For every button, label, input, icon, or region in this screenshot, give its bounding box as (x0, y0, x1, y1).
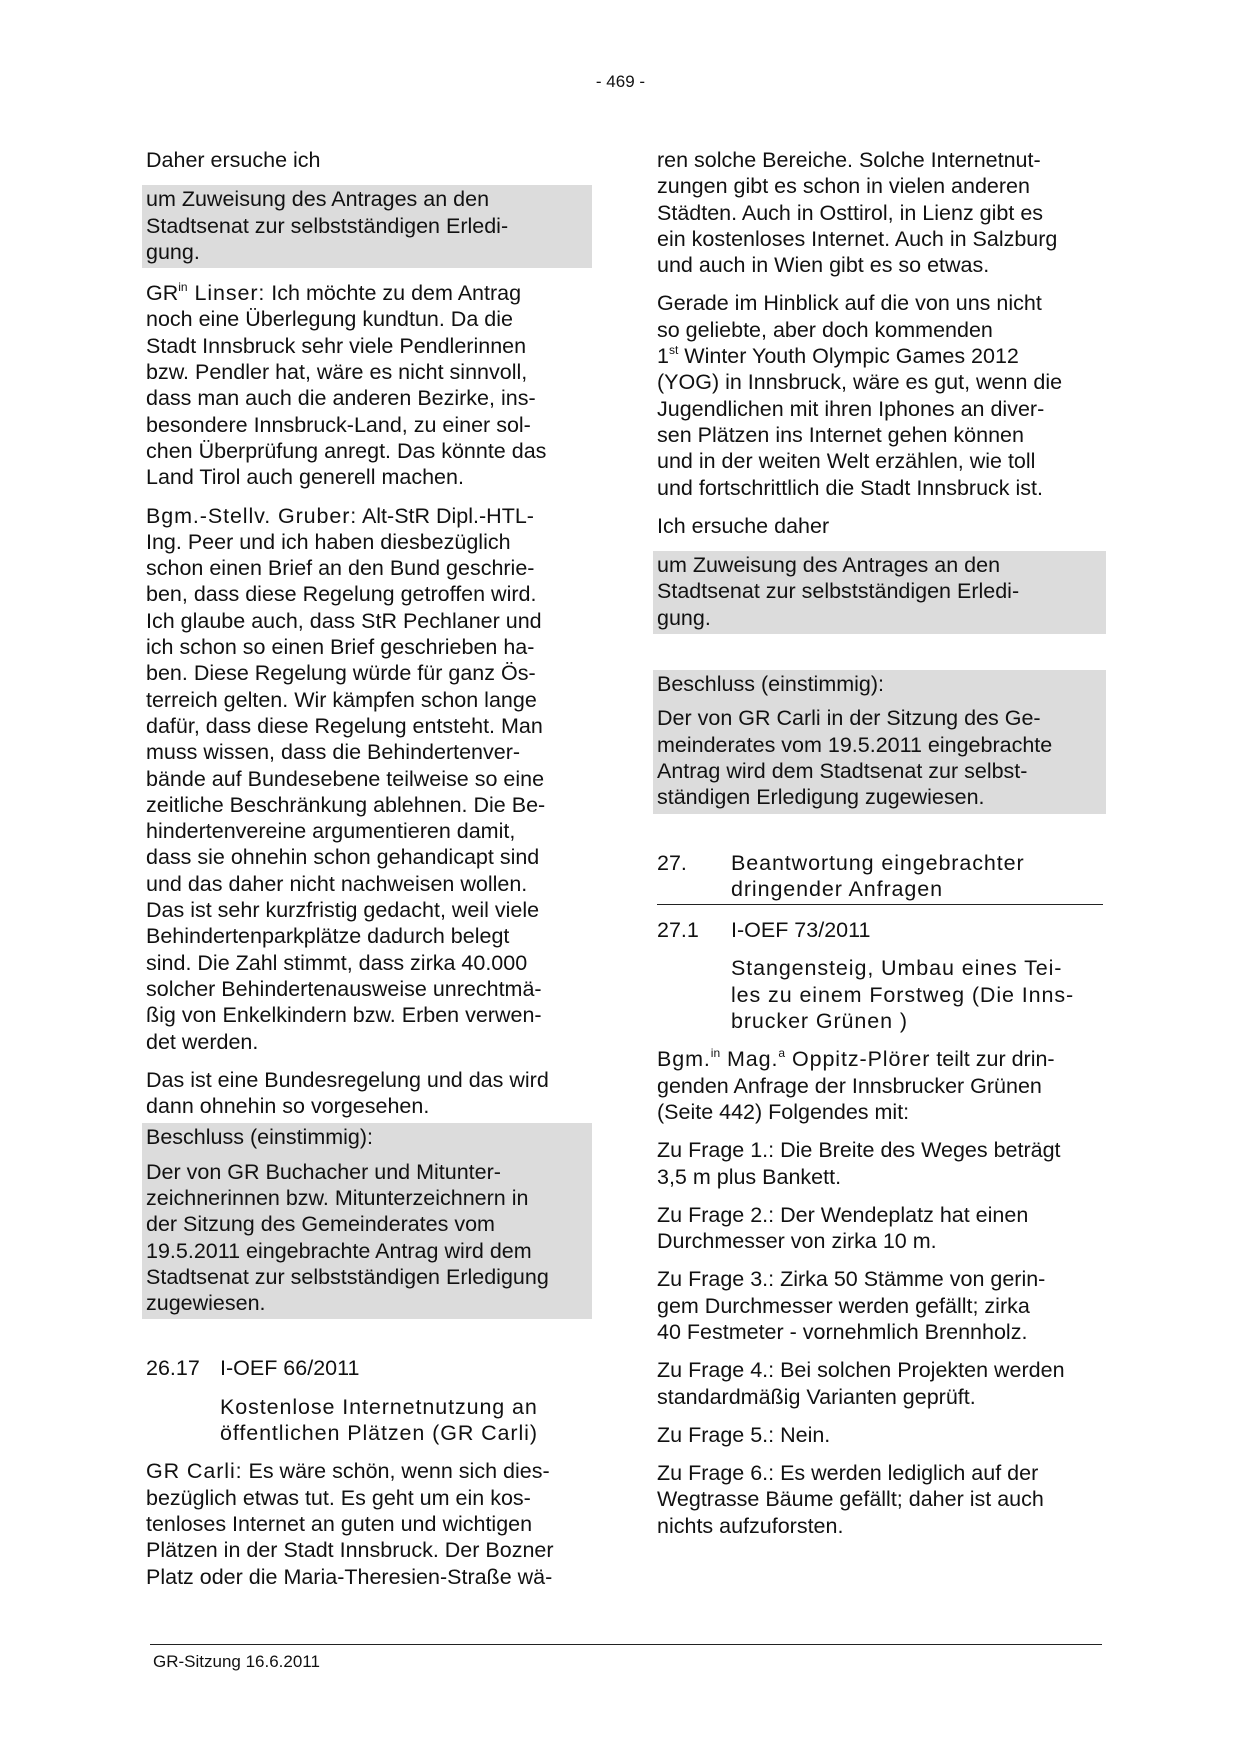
text-line: ständigen Erledigung zugewiesen. (657, 785, 985, 810)
text-line: det werden. (146, 1029, 259, 1054)
text-line: Zu Frage 6.: Es werden lediglich auf der (657, 1461, 1039, 1486)
text-line: bezüglich etwas tut. Es geht um ein kos- (146, 1485, 531, 1510)
text-line: muss wissen, dass die Behindertenver- (146, 740, 521, 765)
text-line: ben. Diese Regelung würde für ganz Ös- (146, 661, 536, 686)
text-line: sind. Die Zahl stimmt, dass zirka 40.000 (146, 950, 528, 975)
text-line: öffentlichen Plätzen (GR Carli) (220, 1421, 538, 1446)
text-line: Stadt Innsbruck sehr viele Pendlerinnen (146, 333, 527, 358)
ordinal-number: 1 (657, 344, 669, 369)
text-line: zugewiesen. (146, 1291, 266, 1316)
beschluss-box (653, 670, 1106, 813)
text-line: Winter Youth Olympic Games 2012 (678, 344, 1019, 369)
text-line: Ich glaube auch, dass StR Pechlaner und (146, 608, 542, 633)
text-line: Antrag wird dem Stadtsenat zur selbst- (657, 758, 1028, 783)
text-line: und das daher nicht nachweisen wollen. (146, 871, 528, 896)
page-number: - 469 - (595, 72, 646, 91)
beschluss-label: Beschluss (einstimmig): (146, 1125, 373, 1150)
beschluss-label: Beschluss (einstimmig): (657, 672, 884, 697)
section-heading-26-17 (146, 1355, 588, 1381)
text-line: bände auf Bundesebene teilweise so eine (146, 766, 545, 791)
text-line: so geliebte, aber doch kommenden (657, 317, 993, 342)
text-line: (YOG) in Innsbruck, wäre es gut, wenn die (657, 370, 1063, 395)
text-line: Gerade im Hinblick auf die von uns nicht (657, 291, 1042, 316)
paragraph-bundesregelung (146, 1067, 588, 1120)
text-line: solcher Behindertenausweise unrechtmä- (146, 976, 542, 1001)
text-line: und fortschrittlich die Stadt Innsbruck ist. (657, 475, 1043, 500)
text-line: ein kostenloses Internet. Auch in Salzburg (657, 226, 1058, 251)
speaker-title: Bgm. (657, 1047, 711, 1072)
speech-gruber (146, 503, 588, 1055)
text-line: Wegtrasse Bäume gefällt; daher ist auch (657, 1487, 1044, 1512)
section-heading-27 (657, 850, 1103, 906)
text-line: gung. (146, 239, 200, 264)
text-line: um Zuweisung des Antrages an den (146, 187, 490, 212)
text-line: Zu Frage 3.: Zirka 50 Stämme von gerin- (657, 1267, 1046, 1292)
text-line: Der von GR Carli in der Sitzung des Ge- (657, 706, 1041, 731)
left-column (146, 147, 588, 1602)
speech-oppitz (657, 1046, 1102, 1125)
text-line: dass man auch die anderen Bezirke, ins- (146, 386, 536, 411)
speaker-name: Oppitz-Plörer (785, 1047, 931, 1072)
text-line: Stangensteig, Umbau eines Tei- (731, 956, 1063, 981)
text-line: meinderates vom 19.5.2011 eingebrachte (657, 732, 1053, 757)
text-line: nichts aufzuforsten. (657, 1513, 844, 1538)
answer-3 (657, 1266, 1102, 1345)
speaker-name: Linser: (187, 281, 266, 306)
text-line: zeitliche Beschränkung ablehnen. Die Be- (146, 792, 546, 817)
answer-2 (657, 1202, 1102, 1255)
text-line: Das ist eine Bundesregelung und das wird (146, 1067, 549, 1092)
text-line: Der von GR Buchacher und Mitunter- (146, 1159, 501, 1184)
section-title (657, 955, 1102, 1034)
footer-rule (150, 1644, 1102, 1645)
answer-4 (657, 1357, 1102, 1410)
text-line: noch eine Überlegung kundtun. Da die (146, 307, 513, 332)
text-line: gung. (657, 605, 711, 630)
text-line: Ing. Peer und ich haben diesbezüglich (146, 529, 511, 554)
text-line: und auch in Wien gibt es so etwas. (657, 253, 990, 278)
footer-text: GR-Sitzung 16.6.2011 (153, 1652, 320, 1671)
text-line: Zu Frage 4.: Bei solchen Projekten werden (657, 1358, 1065, 1383)
text-line: dringender Anfragen (731, 876, 943, 901)
paragraph-continuation (657, 147, 1102, 278)
answer-1 (657, 1137, 1102, 1190)
text-line: Beantwortung eingebrachter (731, 850, 1025, 875)
section-heading-27-1 (657, 917, 1102, 943)
section-title (731, 850, 1103, 903)
text-line: zeichnerinnen bzw. Mitunterzeichnern in (146, 1185, 529, 1210)
text-line: 3,5 m plus Bankett. (657, 1164, 842, 1189)
text-line: dann ohnehin so vorgesehen. (146, 1094, 430, 1119)
text-line: zungen gibt es schon in vielen anderen (657, 174, 1030, 199)
text-line: tenloses Internet an guten und wichtigen (146, 1511, 533, 1536)
text-line: Kostenlose Internetnutzung an (220, 1394, 538, 1419)
superscript: a (778, 1046, 786, 1061)
paragraph-ersuche-daher: Ich ersuche daher (657, 513, 830, 538)
paragraph-daher-ersuche: Daher ersuche ich (146, 148, 321, 172)
text-line: Behindertenparkplätze dadurch belegt (146, 924, 510, 949)
text-line: Platz oder die Maria-Theresien-Straße wä- (146, 1564, 553, 1589)
text-line: ßig von Enkelkindern bzw. Erben verwen- (146, 1003, 542, 1028)
text-line: Stadtsenat zur selbstständigen Erledi- (146, 213, 509, 238)
text-line: dass sie ohnehin schon gehandicapt sind (146, 845, 540, 870)
text-line: (Seite 442) Folgendes mit: (657, 1099, 910, 1124)
text-line: besondere Innsbruck-Land, zu einer sol- (146, 412, 531, 437)
text-line: ren solche Bereiche. Solche Internetnut- (657, 148, 1041, 172)
section-title (146, 1394, 588, 1447)
text-line: Es wäre schön, wenn sich dies- (242, 1459, 550, 1484)
text-line: les zu einem Forstweg (Die Inns- (731, 982, 1075, 1007)
section-number: 27.1 (657, 918, 699, 943)
text-line: hindertenvereine argumentieren damit, (146, 819, 516, 844)
text-line: teilt zur drin- (930, 1047, 1055, 1072)
text-line: terreich gelten. Wir kämpfen schon lange (146, 687, 537, 712)
section-number: 27. (657, 850, 687, 875)
text-line: chen Überprüfung anregt. Das könnte das (146, 438, 547, 463)
superscript: in (710, 1046, 721, 1061)
text-line: dafür, dass diese Regelung entsteht. Man (146, 713, 543, 738)
text-line: Zu Frage 5.: Nein. (657, 1422, 831, 1447)
request-box (142, 185, 592, 268)
text-line: standardmäßig Varianten geprüft. (657, 1384, 976, 1409)
text-line: Städten. Auch in Osttirol, in Lienz gibt es (657, 200, 1044, 225)
text-line: Zu Frage 1.: Die Breite des Weges beträgt (657, 1138, 1061, 1163)
text-line: Land Tirol auch generell machen. (146, 465, 464, 490)
beschluss-box (142, 1123, 592, 1319)
text-line: 19.5.2011 eingebrachte Antrag wird dem (146, 1238, 532, 1263)
superscript: st (668, 343, 679, 358)
section-id: I-OEF 66/2011 (220, 1356, 360, 1381)
text-line: Alt-StR Dipl.-HTL- (357, 503, 534, 528)
text-line: sen Plätzen ins Internet gehen können (657, 422, 1024, 447)
text-line: Zu Frage 2.: Der Wendeplatz hat einen (657, 1202, 1029, 1227)
text-line: schon einen Brief an den Bund geschrie- (146, 556, 535, 581)
answer-6 (657, 1460, 1102, 1539)
section-id: I-OEF 73/2011 (731, 918, 871, 943)
text-line: Das ist sehr kurzfristig gedacht, weil viele (146, 898, 540, 923)
text-line: Stadtsenat zur selbstständigen Erledi- (657, 579, 1020, 604)
text-line: Durchmesser von zirka 10 m. (657, 1229, 937, 1254)
paragraph-yog (657, 290, 1102, 500)
speech-carli (146, 1458, 588, 1589)
right-column (657, 147, 1102, 1551)
section-number: 26.17 (146, 1356, 200, 1381)
speaker-title: Mag. (720, 1047, 779, 1072)
speaker-name: Bgm.-Stellv. Gruber: (146, 503, 358, 528)
text-line: brucker Grünen ) (731, 1009, 908, 1034)
text-line: ich schon so einen Brief geschrieben ha- (146, 635, 535, 660)
text-line: Stadtsenat zur selbstständigen Erledigung (146, 1264, 549, 1289)
speaker-name: GR Carli: (146, 1459, 243, 1484)
text-line: genden Anfrage der Innsbrucker Grünen (657, 1073, 1042, 1098)
request-box (653, 551, 1106, 634)
text-line: um Zuweisung des Antrages an den (657, 553, 1001, 578)
answer-5 (657, 1422, 1102, 1448)
text-line: gem Durchmesser werden gefällt; zirka (657, 1293, 1030, 1318)
text-line: der Sitzung des Gemeinderates vom (146, 1212, 495, 1237)
text-line: und in der weiten Welt erzählen, wie toll (657, 449, 1036, 474)
text-line: Plätzen in der Stadt Innsbruck. Der Bozner (146, 1538, 554, 1563)
speaker-title: GR (146, 281, 179, 306)
text-line: ben, dass diese Regelung getroffen wird. (146, 582, 537, 607)
text-line: 40 Festmeter - vornehmlich Brennholz. (657, 1319, 1028, 1344)
text-line: bzw. Pendler hat, wäre es nicht sinnvoll, (146, 360, 528, 385)
speech-linser (146, 280, 588, 490)
text-line: Jugendlichen mit ihren Iphones an diver- (657, 396, 1045, 421)
text-line: Ich möchte zu dem Antrag (265, 281, 522, 306)
superscript: in (178, 280, 188, 295)
